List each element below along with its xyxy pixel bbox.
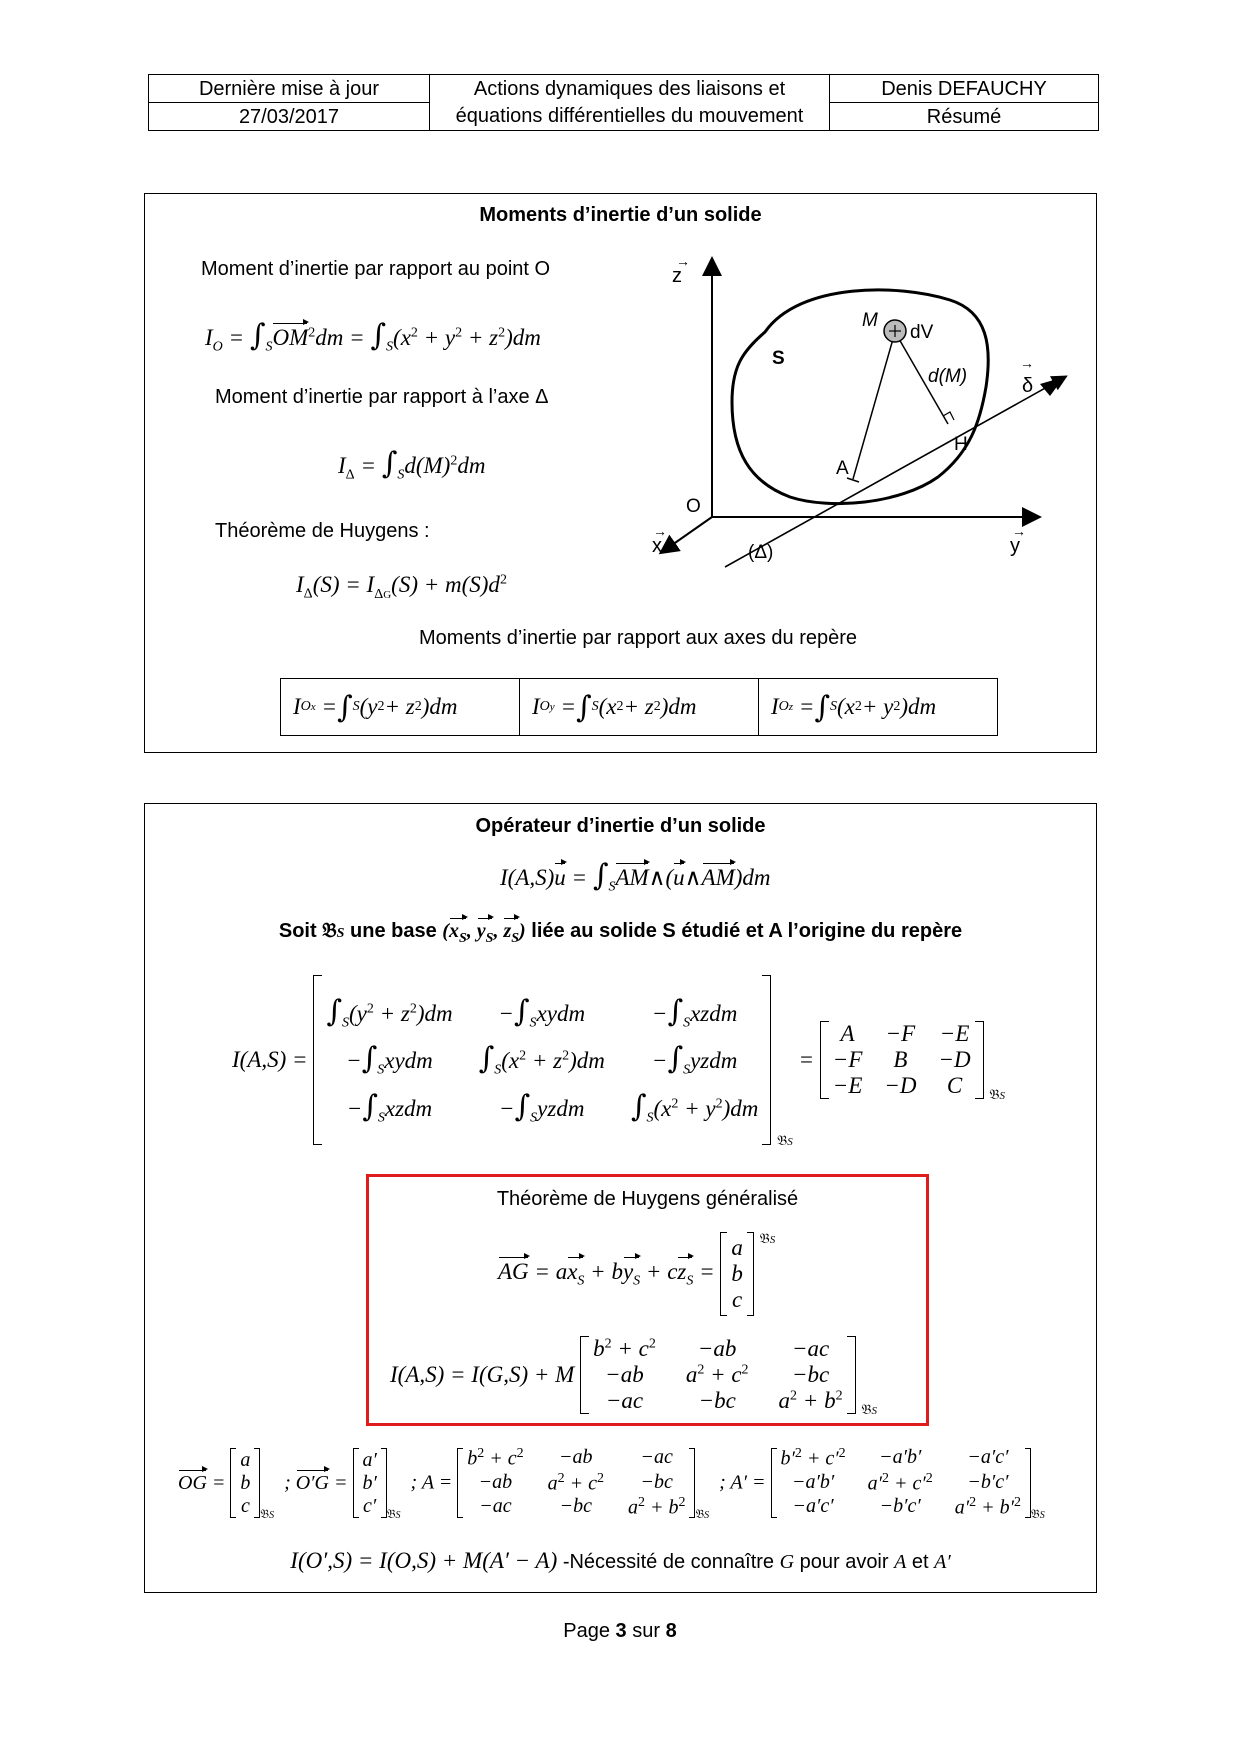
formula-idelta: $I_\Delta = \int_Sd(M)^2dm$ [338, 446, 486, 483]
label-z: z [672, 265, 682, 287]
formula-io: $I_O = \int_SOM^2dm = \int_S(x^2 + y^2 + z^2)dm$ [205, 318, 541, 355]
section-moments-title: Moments d’inertie d’un solide [479, 204, 762, 226]
delta-arrowhead [1040, 377, 1064, 396]
formula-huygens-gen: I(A,S) = I(G,S) + M $b^2 + c^2$ −ab −ac −ab $a^2 + c^2$ −bc −ac −bc $a^2 + b^2$ $_{𝔅S}$ [390, 1336, 877, 1419]
formula-operator: $I(A,S)u = \int_SAM\wedge(u\wedge AM)dm$ [500, 858, 771, 895]
huygens-gen-title: Théorème de Huygens généralisé [496, 1188, 799, 1210]
author: Denis DEFAUCHY [830, 75, 1099, 103]
axis-moment-label: Moment d’inertie par rapport à l’axe Δ [215, 386, 549, 408]
formula-og-row: OG = a b c $_{𝔅S}$ ; O′G = a′ b′ c′ $_{𝔅S}$ ; A = $b^2 + c^2$ −ab −ac −ab $a^2 + c^2$ −bc −ac −bc $a^2 + b^2$ $_{𝔅S}$ ; A′ = $b'^2 + c'^2$ −a′b′ −a′c′ −a′b′ $a'^2 + c'^2$ −b′c′ −a′c′ −b′c′ $a'^2 + b'^2$ $_{𝔅S}$ [178, 1446, 1045, 1521]
x-axis [662, 517, 712, 552]
label-m: M [862, 310, 878, 331]
point-moment-label: Moment d’inertie par rapport au point O [201, 258, 551, 280]
svg-text:→: → [1012, 523, 1026, 539]
label-delta: δ [1022, 375, 1034, 397]
doc-title: Actions dynamiques des liaisons et équations différentielles du mouvement [430, 75, 830, 131]
label-y: y [1010, 535, 1020, 557]
label-delta-axis: (Δ) [748, 542, 774, 563]
update-date: 27/03/2017 [149, 103, 430, 131]
page-footer: Page 3 sur 8 [563, 1620, 677, 1642]
formula-ag: AG = $ax_S + by_S + cz_S$ = a b c $^{𝔅S}$ [498, 1232, 775, 1316]
svg-text:→: → [653, 523, 667, 539]
section-operator-title: Opérateur d’inertie d’un solide [475, 815, 766, 837]
doc-type: Résumé [830, 103, 1099, 131]
solid-contour [732, 290, 988, 504]
label-o: O [686, 496, 701, 517]
axes-moments-table [280, 678, 998, 736]
base-statement: Soit 𝔅S une base ($x_S$, $y_S$, $z_S$) liée au solide S étudié et A l’origine du repère [278, 920, 963, 946]
axes-moment-label: Moments d’inertie par rapport aux axes du repère [419, 627, 858, 649]
formula-huygens: $I_\Delta(S) = I_{\Delta G}(S) + m(S)d^2$ [296, 572, 507, 602]
update-label: Dernière mise à jour [149, 75, 430, 103]
label-dm: d(M) [928, 366, 968, 387]
label-dv: dV [910, 322, 934, 343]
formula-ioz: I Oz = ∫ S (x 2 + y 2 )dm [771, 689, 937, 725]
inertia-matrix-full: I(A,S) = $\int_S(y^2 + z^2)dm$ $-\int_Sxydm$ $-\int_Sxzdm$ $-\int_Sxydm$ $\int_S(x^2 + z^2)dm$ $-\int_Syzdm$ $-\int_Sxzdm$ $-\int_Syzdm$ $\int_S(x^2 + y^2)dm$ $_{𝔅S}$ = A −F −E −F B −D −E −D C $_{𝔅S}$ [232, 975, 1005, 1150]
svg-text:→: → [676, 253, 690, 269]
label-a: A [836, 458, 849, 479]
formula-ioy: I Oy = ∫ S (x 2 + z 2 )dm [520, 679, 759, 735]
svg-text:→: → [1020, 355, 1034, 371]
formula-iox: I Ox = ∫ S (y 2 + z 2 )dm [281, 679, 520, 735]
header-table [148, 74, 1099, 131]
am-line [853, 332, 895, 479]
label-s: S [772, 348, 785, 369]
huygens-label: Théorème de Huygens : [215, 520, 430, 542]
final-formula: I(O′,S) = I(O,S) + M(A′ − A) -Nécessité de connaître G pour avoir A et A′ [290, 1548, 951, 1573]
label-h: H [954, 434, 968, 455]
label-x: x [652, 535, 662, 557]
inertia-diagram [640, 252, 1080, 582]
